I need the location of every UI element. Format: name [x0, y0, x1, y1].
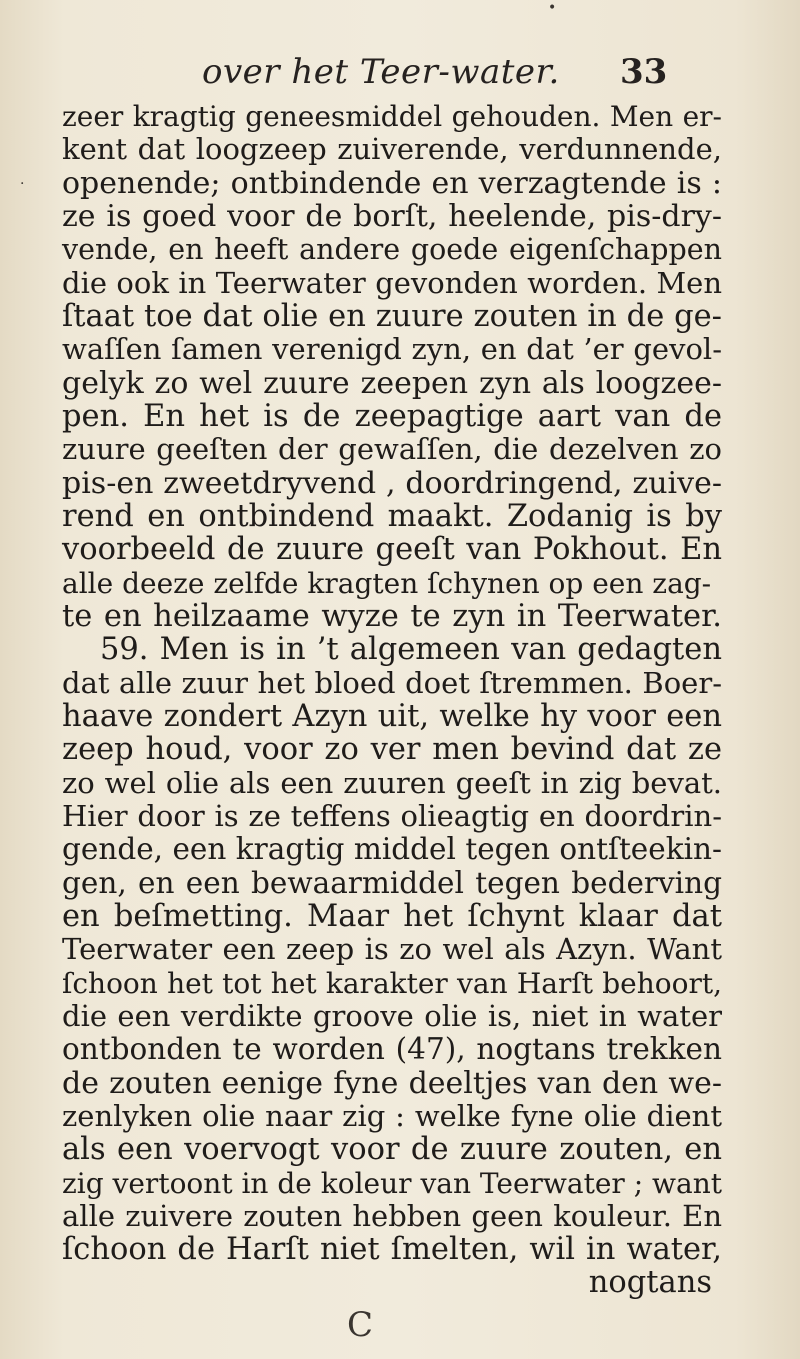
text-line: pen. En het is de zeepagtige aart van de	[62, 398, 722, 434]
body-text	[62, 100, 722, 1300]
margin-mark: ·	[20, 176, 25, 192]
text-line: dat alle zuur het bloed doet ſtremmen. Boer-	[62, 665, 722, 700]
text-line: zeer kragtig geneesmiddel gehouden. Men er-	[62, 100, 722, 133]
text-line: pis-en zweetdryvend , doordringend, zuive-	[62, 465, 722, 501]
text-line: kent dat loogzeep zuiverende, verdunnende,	[62, 132, 722, 167]
ink-speck: •	[548, 0, 557, 16]
text-line: gen, en een bewaarmiddel tegen bederving	[62, 865, 722, 900]
text-line: als een voervogt voor de zuure zouten, en	[62, 1132, 722, 1168]
text-line: zo wel olie als een zuuren geeſt in zig bevat.	[62, 765, 722, 800]
text-line: Teerwater een zeep is zo wel als Azyn. Want	[62, 932, 722, 967]
text-line: Hier door is ze teffens olieagtig en doordrin-	[62, 798, 722, 833]
text-line: zeep houd, voor zo ver men bevind dat ze	[62, 732, 722, 768]
signature-mark: C	[347, 1305, 374, 1345]
text-line: openende; ontbindende en verzagtende is :	[62, 165, 722, 201]
page-header	[0, 52, 800, 102]
text-line: gende, een kragtig middel tegen ontſteekin-	[62, 832, 722, 867]
text-line: 59. Men is in ’t algemeen van gedagten	[100, 632, 722, 668]
text-line: ontbonden te worden (47), nogtans trekken	[62, 1032, 722, 1067]
text-line: haave zondert Azyn uit, welke hy voor een	[62, 698, 722, 734]
text-line: te en heilzaame wyze te zyn in Teerwater.	[62, 598, 722, 634]
text-line: de zouten eenige fyne deeltjes van den we-	[62, 1065, 722, 1101]
text-line: gelyk zo wel zuure zeepen zyn als loogzee-	[62, 365, 722, 401]
text-line: alle deeze zelfde kragten ſchynen op een zag-	[62, 566, 712, 600]
text-line: ſtaat toe dat olie en zuure zouten in de ge-	[62, 298, 722, 334]
text-line: die ook in Teerwater gevonden worden. Men	[62, 265, 722, 300]
text-line: zig vertoont in de koleur van Teerwater ; want	[62, 1166, 722, 1200]
text-line: ſchoon het tot het karakter van Harſt behoort,	[62, 966, 722, 1000]
text-line: voorbeeld de zuure geeſt van Pokhout. En	[62, 532, 722, 568]
running-head: over het Teer-water.	[202, 52, 560, 92]
text-line: vende, en heeft andere goede eigenſchappen	[62, 233, 722, 267]
text-line: zenlyken olie naar zig : welke fyne olie dient	[62, 1098, 722, 1133]
catchword: nogtans	[588, 1265, 712, 1301]
text-line: die een verdikte groove olie is, niet in water	[62, 998, 722, 1033]
text-line: rend en ontbindend maakt. Zodanig is by	[62, 498, 722, 534]
text-line: ſchoon de Harſt niet ſmelten, wil in water,	[62, 1232, 722, 1268]
page-number: 33	[620, 52, 668, 92]
text-line: alle zuivere zouten hebben geen kouleur. En	[62, 1198, 722, 1233]
text-line: zuure geeſten der gewaſſen, die dezelven zo	[62, 432, 722, 467]
text-line: ze is goed voor de borſt, heelende, pis-dry-	[62, 198, 722, 234]
text-line: en beſmetting. Maar het ſchynt klaar dat	[62, 898, 722, 934]
text-line: waſſen ſamen verenigd zyn, en dat ’er gevol-	[62, 332, 722, 367]
